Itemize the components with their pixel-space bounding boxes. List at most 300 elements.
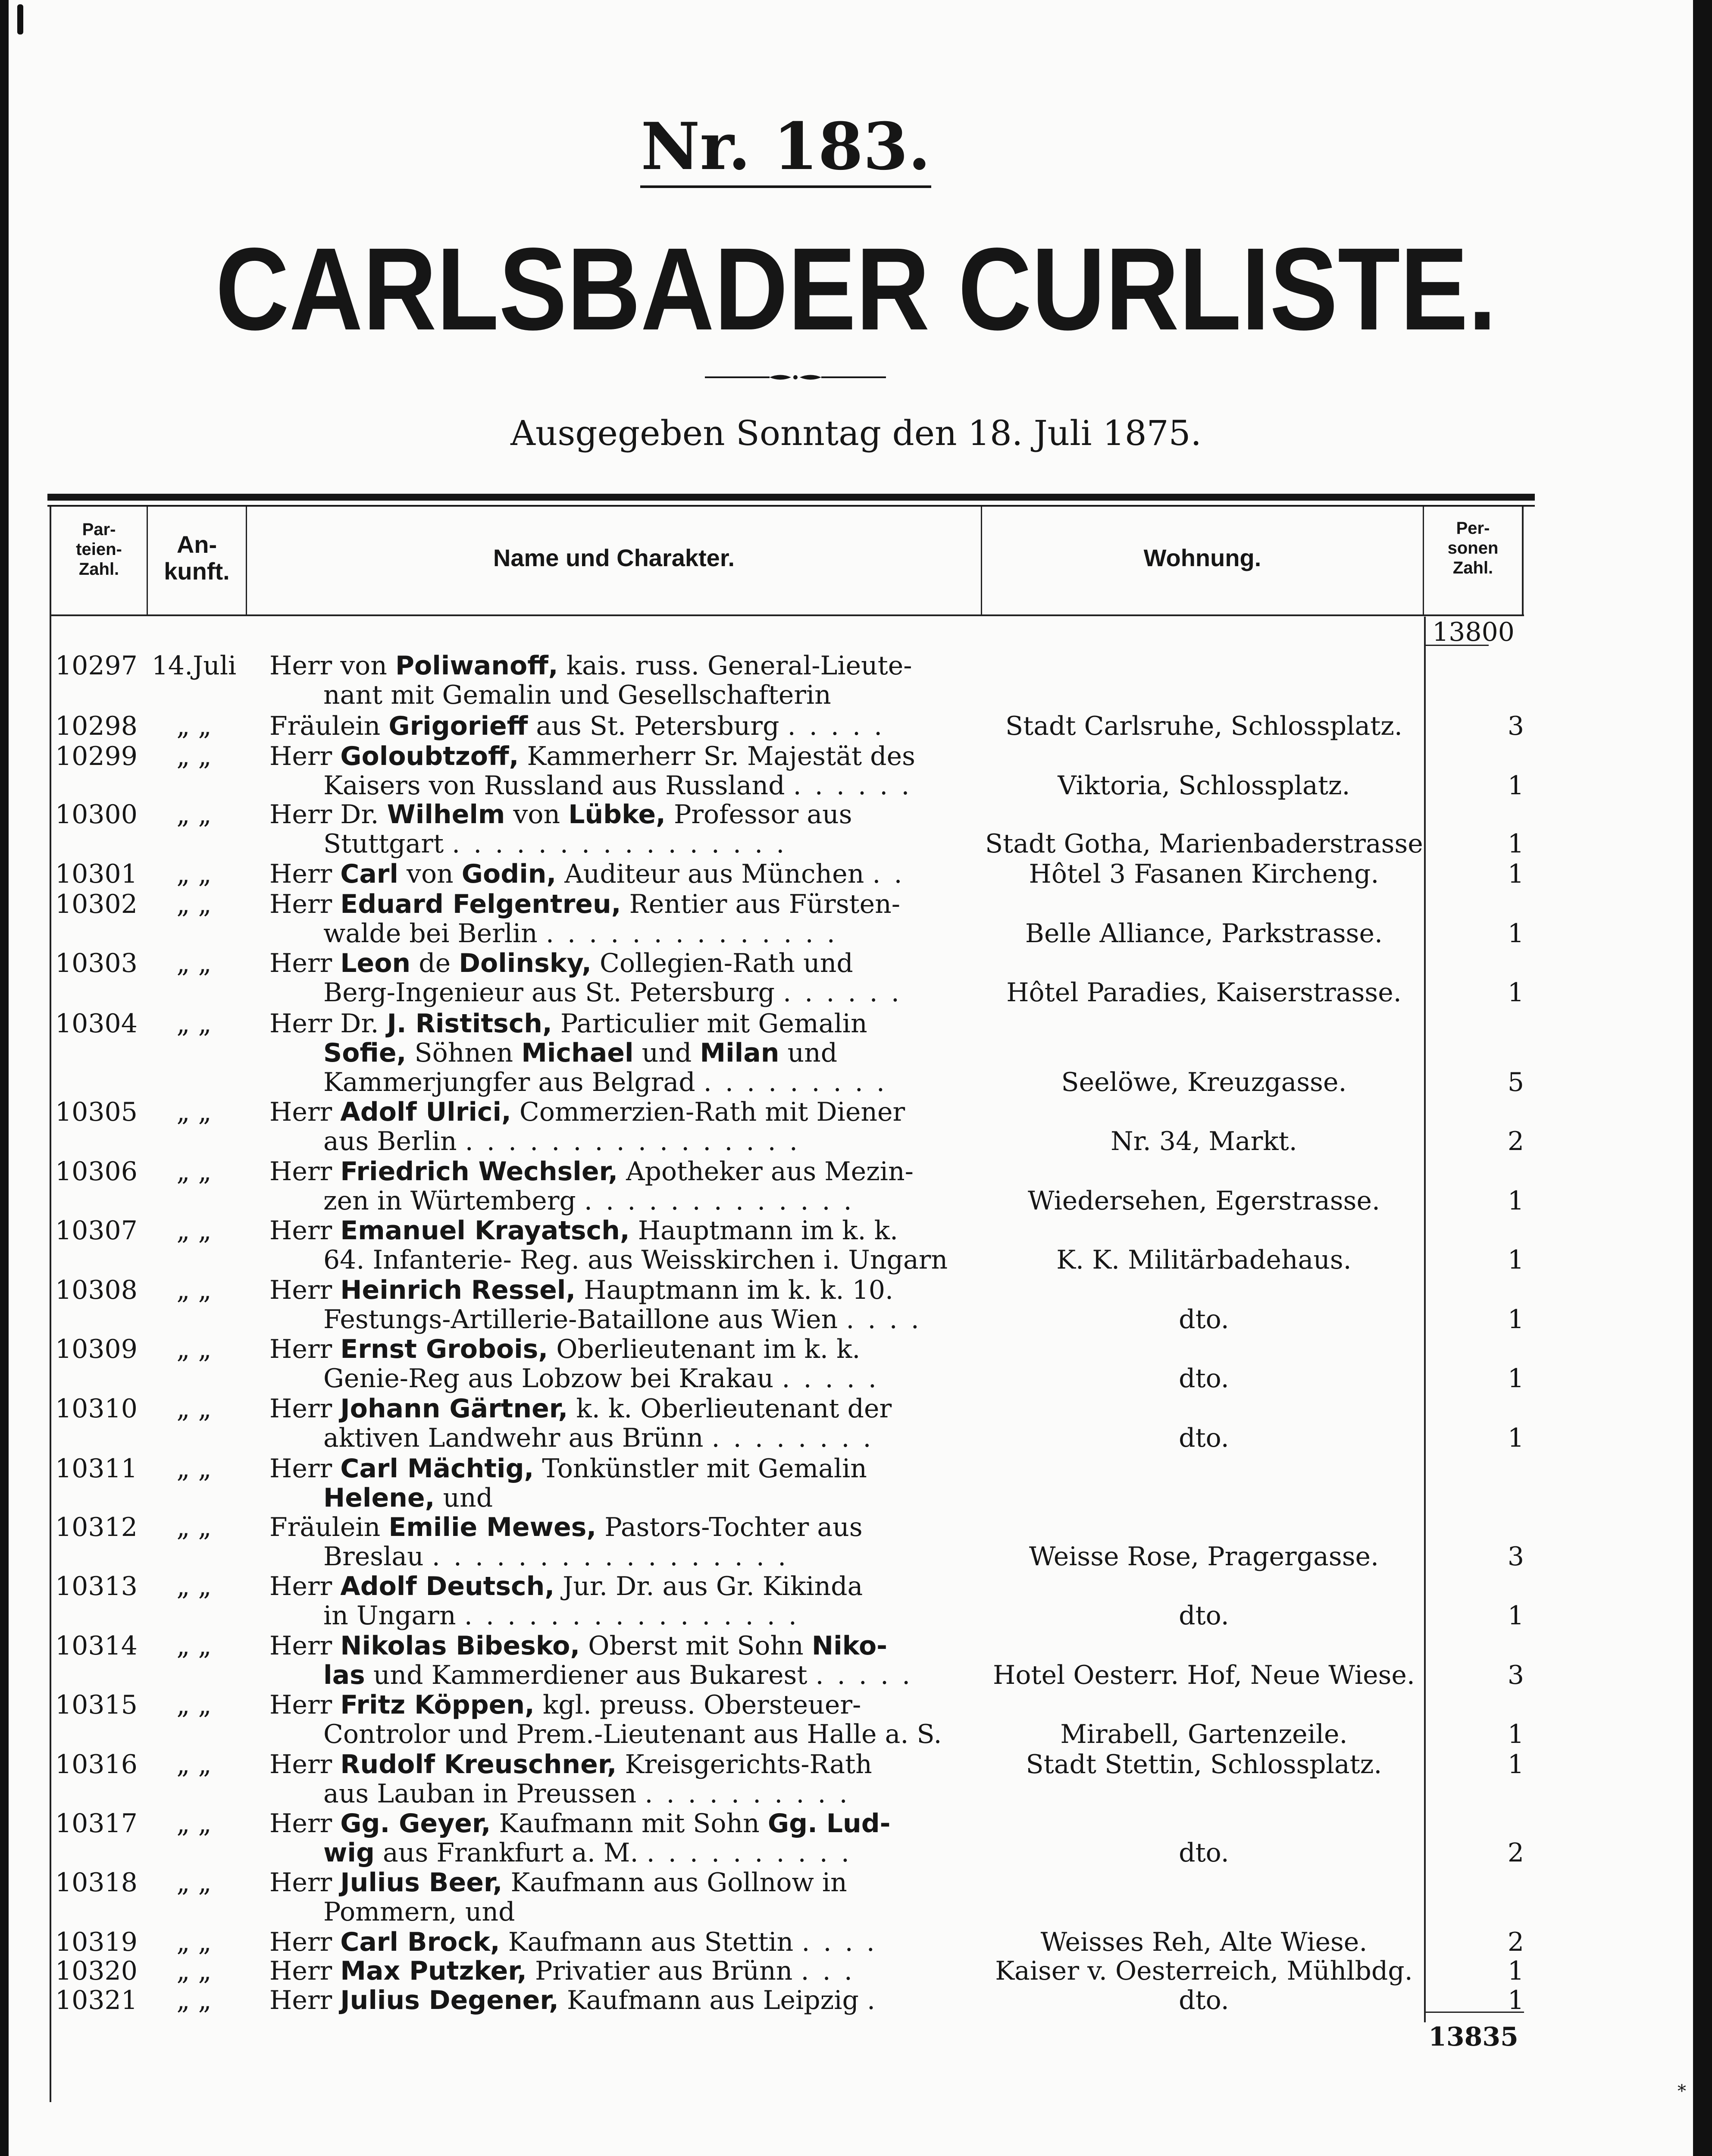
arrival-date: „ „ — [176, 1749, 212, 1780]
name-line — [269, 1335, 968, 1364]
residence: dto. — [1179, 1838, 1229, 1868]
party-number: 10311 — [55, 1454, 138, 1484]
name-line — [269, 1009, 968, 1038]
party-number: 10304 — [55, 1009, 138, 1039]
person-count: 1 — [1507, 1601, 1524, 1631]
guest-surname: Eduard Felgentreu, — [340, 890, 621, 919]
person-count: 1 — [1507, 978, 1524, 1008]
name-text: Fräulein — [269, 1513, 389, 1542]
name-text: aus Berlin — [323, 1127, 465, 1156]
guest-name-character — [269, 651, 968, 710]
residence: Weisse Rose, Pragergasse. — [1029, 1542, 1379, 1572]
guest-surname: Niko- — [811, 1631, 888, 1661]
name-text: Herr — [269, 859, 341, 889]
guest-surname: Leon — [340, 949, 411, 978]
name-text: Herr von — [269, 651, 396, 680]
arrival-date: „ „ — [176, 889, 212, 919]
person-count: 2 — [1507, 1126, 1524, 1156]
guest-surname: Milan — [700, 1038, 779, 1068]
name-line — [269, 829, 968, 859]
guest-surname: Max Putzker, — [340, 1956, 527, 1986]
guest-surname: Gg. Lud- — [767, 1809, 891, 1838]
guest-surname: las — [323, 1661, 365, 1690]
name-line — [269, 1186, 968, 1216]
name-text: Hauptmann im k. k. — [629, 1216, 898, 1245]
name-text: Privatier aus Brünn — [526, 1956, 801, 1986]
residence: Hôtel Paradies, Kaiserstrasse. — [1006, 978, 1402, 1008]
name-line — [269, 1750, 968, 1779]
arrival-date: „ „ — [176, 1985, 212, 2015]
person-count: 1 — [1507, 1719, 1524, 1749]
party-number: 10307 — [55, 1216, 138, 1246]
name-line — [269, 1690, 968, 1720]
name-text: Kaufmann aus Gollnow in — [502, 1868, 847, 1897]
name-text: Herr — [269, 1986, 341, 2015]
guest-name-character — [269, 800, 968, 859]
leader-dots: . . . — [801, 1956, 855, 1986]
guest-surname: Godin, — [461, 859, 557, 889]
leader-dots: . . — [872, 859, 905, 889]
name-text: Pommern, und — [323, 1897, 515, 1927]
arrival-date: „ „ — [176, 1690, 212, 1720]
name-text: Kaisers von Russland aus Russland — [323, 771, 793, 800]
residence: dto. — [1179, 1985, 1229, 2015]
leader-dots: . . . . . . . . . . . . . — [584, 1186, 854, 1216]
name-text: Herr Dr. — [269, 1009, 387, 1038]
header-name: Name und Charakter. — [493, 544, 735, 571]
guest-surname: Wilhelm — [387, 800, 505, 829]
name-text: Professor aus — [665, 800, 852, 829]
name-text: Pastors-Tochter aus — [596, 1513, 863, 1542]
header-bottom-rule — [50, 614, 1524, 616]
name-line — [269, 1601, 968, 1630]
name-line — [269, 1305, 968, 1334]
guest-name-character — [269, 1454, 968, 1513]
name-text: Herr — [269, 1750, 341, 1779]
name-text: Herr — [269, 1216, 341, 1245]
leader-dots: . . . . . . . . . . . . . . — [545, 919, 838, 948]
leader-dots: . . . . . . . . . — [703, 1068, 887, 1097]
name-line — [269, 680, 968, 710]
name-text: Herr Dr. — [269, 800, 387, 829]
leader-dots: . . . . . . . . — [711, 1423, 874, 1453]
arrival-date: „ „ — [176, 948, 212, 978]
table-top-rule-thin — [47, 505, 1535, 507]
name-text: Collegien-Rath und — [591, 949, 853, 978]
name-text: und — [633, 1038, 700, 1068]
name-line — [269, 978, 968, 1007]
header-residence: Wohnung. — [1143, 544, 1261, 571]
guest-surname: Goloubtzoff, — [340, 742, 519, 771]
leader-dots: . . . . . . . . . . . . . . . . — [464, 1601, 799, 1630]
arrival-date: „ „ — [176, 859, 212, 889]
name-text: Jur. Dr. aus Gr. Kikinda — [554, 1572, 863, 1601]
residence: Wiedersehen, Egerstrasse. — [1027, 1186, 1380, 1216]
residence: Nr. 34, Markt. — [1111, 1126, 1297, 1156]
guest-surname: Helene, — [323, 1483, 435, 1513]
name-text: und — [435, 1483, 493, 1513]
guest-name-character — [269, 1275, 968, 1334]
guest-surname: Michael — [521, 1038, 634, 1068]
person-count: 1 — [1507, 918, 1524, 949]
residence: dto. — [1179, 1363, 1229, 1394]
arrival-date: „ „ — [176, 1394, 212, 1424]
guest-surname: Dolinsky, — [459, 949, 592, 978]
name-line — [269, 1661, 968, 1690]
name-text: Herr — [269, 949, 341, 978]
guest-surname: Carl — [340, 859, 398, 889]
party-number: 10301 — [55, 859, 138, 889]
party-number: 10320 — [55, 1956, 138, 1986]
arrival-date: „ „ — [176, 711, 212, 741]
name-text: Stuttgart — [323, 829, 452, 859]
name-text: Kammerherr Sr. Majestät des — [519, 742, 915, 771]
party-number: 10302 — [55, 889, 138, 919]
leader-dots: . . . . . . . . . . . . . . . . — [452, 829, 787, 859]
name-text: Kreisgerichts-Rath — [617, 1750, 872, 1779]
name-text: Herr — [269, 1809, 341, 1838]
name-text: Herr — [269, 1868, 341, 1897]
arrival-date: „ „ — [176, 1927, 212, 1957]
issue-number: Nr. 183. — [640, 108, 931, 188]
person-count: 1 — [1507, 1423, 1524, 1453]
party-number: 10313 — [55, 1571, 138, 1601]
leader-dots: . . . . . — [782, 1364, 879, 1393]
arrival-date: „ „ — [176, 741, 212, 771]
name-line — [269, 1956, 968, 1986]
name-line — [269, 1483, 968, 1513]
table-top-rule — [47, 494, 1535, 501]
party-number: 10298 — [55, 711, 138, 741]
arrival-date: „ „ — [176, 799, 212, 830]
residence: Mirabell, Gartenzeile. — [1060, 1719, 1348, 1749]
grand-total: 13835 — [1428, 2022, 1518, 2052]
guest-surname: Poliwanoff, — [395, 651, 558, 680]
person-count: 1 — [1507, 1749, 1524, 1780]
leader-dots: . . . . . . . . . . — [646, 1838, 852, 1868]
leader-dots: . . . . . — [787, 711, 885, 741]
name-line — [269, 1572, 968, 1601]
residence: dto. — [1179, 1304, 1229, 1335]
name-line — [269, 1779, 968, 1808]
guest-surname: Julius Beer, — [340, 1868, 503, 1897]
residence: Belle Alliance, Parkstrasse. — [1025, 918, 1383, 949]
guest-surname: Adolf Deutsch, — [340, 1572, 555, 1601]
name-text: Herr — [269, 1572, 341, 1601]
name-text: Hauptmann im k. k. 10. — [576, 1275, 894, 1305]
guest-name-character — [269, 711, 968, 741]
person-count: 1 — [1507, 1304, 1524, 1335]
guest-surname: wig — [323, 1838, 375, 1868]
name-line — [269, 800, 968, 829]
party-number: 10316 — [55, 1749, 138, 1780]
name-text: Herr — [269, 890, 341, 919]
person-count: 1 — [1507, 1956, 1524, 1986]
name-line — [269, 1838, 968, 1868]
guest-name-character — [269, 890, 968, 948]
name-line — [269, 1097, 968, 1127]
residence: Stadt Carlsruhe, Schlossplatz. — [1005, 711, 1402, 741]
name-line — [269, 859, 968, 889]
name-text: kais. russ. General-Lieute- — [558, 651, 912, 680]
name-line — [269, 1394, 968, 1423]
leader-dots: . — [867, 1986, 878, 2015]
leader-dots: . . . . . . . . . . . . . . . . — [465, 1127, 800, 1156]
name-line — [269, 1631, 968, 1661]
guest-surname: Carl Brock, — [340, 1927, 500, 1957]
leader-dots: . . . . — [801, 1927, 877, 1957]
arrival-date: „ „ — [176, 1275, 212, 1305]
name-text: Herr — [269, 1956, 341, 1986]
leader-dots: . . . . . . — [793, 771, 912, 800]
arrival-date: „ „ — [176, 1631, 212, 1661]
name-text: Herr — [269, 1275, 341, 1305]
name-text: und Kammerdiener aus Bukarest — [365, 1661, 816, 1690]
name-text: Oberlieutenant im k. k. — [548, 1335, 861, 1364]
guest-name-character — [269, 1956, 968, 1986]
guest-surname: Julius Degener, — [340, 1986, 559, 2015]
arrival-date: „ „ — [176, 1868, 212, 1898]
name-text: kgl. preuss. Obersteuer- — [534, 1690, 861, 1720]
residence: K. K. Militärbadehaus. — [1056, 1245, 1352, 1275]
name-text: Kaufmann aus Stettin — [500, 1927, 802, 1957]
person-count: 1 — [1507, 859, 1524, 889]
name-line — [269, 711, 968, 741]
name-line — [269, 1986, 968, 2015]
guest-name-character — [269, 742, 968, 800]
name-text: Breslau — [323, 1542, 432, 1571]
leader-dots: . . . . . . . . . . — [645, 1779, 850, 1808]
name-text: Genie-Reg aus Lobzow bei Krakau — [323, 1364, 782, 1393]
guest-surname: Carl Mächtig, — [340, 1454, 534, 1483]
name-line — [269, 1809, 968, 1838]
arrival-date: „ „ — [176, 1512, 212, 1542]
party-number: 10317 — [55, 1808, 138, 1839]
header-persons: Per- sonen Zahl. — [1447, 519, 1499, 577]
name-text: Herr — [269, 1927, 341, 1957]
name-line — [269, 1038, 968, 1068]
guest-name-character — [269, 1809, 968, 1868]
guest-name-character — [269, 1927, 968, 1957]
guest-surname: Adolf Ulrici, — [340, 1097, 511, 1127]
name-text: walde bei Berlin — [323, 919, 546, 948]
name-line — [269, 1454, 968, 1483]
name-text: Herr — [269, 1157, 341, 1186]
name-text: Herr — [269, 1097, 341, 1127]
arrival-date: 14.Juli — [151, 651, 237, 681]
name-text: k. k. Oberlieutenant der — [568, 1394, 892, 1423]
name-line — [269, 1364, 968, 1393]
party-number: 10300 — [55, 799, 138, 830]
party-number: 10315 — [55, 1690, 138, 1720]
party-number: 10308 — [55, 1275, 138, 1305]
name-line — [269, 1720, 968, 1749]
name-line — [269, 949, 968, 978]
name-line — [269, 1423, 968, 1453]
guest-name-character — [269, 949, 968, 1007]
guest-name-character — [269, 859, 968, 889]
residence: Stadt Stettin, Schlossplatz. — [1026, 1749, 1382, 1780]
person-count: 1 — [1507, 1985, 1524, 2015]
residence: Seelöwe, Kreuzgasse. — [1061, 1067, 1347, 1097]
arrival-date: „ „ — [176, 1334, 212, 1364]
party-number: 10314 — [55, 1631, 138, 1661]
guest-name-character — [269, 1335, 968, 1393]
guest-surname: Nikolas Bibesko, — [340, 1631, 580, 1661]
name-line — [269, 1897, 968, 1927]
person-count: 1 — [1507, 1363, 1524, 1394]
name-text: Festungs-Artillerie-Bataillone aus Wien — [323, 1305, 846, 1334]
name-line — [269, 771, 968, 800]
party-number: 10310 — [55, 1394, 138, 1424]
leader-dots: . . . . . — [815, 1661, 913, 1690]
name-text: Apotheker aus Mezin- — [618, 1157, 914, 1186]
name-text: und — [779, 1038, 838, 1068]
name-text: Rentier aus Fürsten- — [621, 890, 901, 919]
name-text: Herr — [269, 1454, 341, 1483]
party-number: 10312 — [55, 1512, 138, 1542]
name-text: Kammerjungfer aus Belgrad — [323, 1068, 704, 1097]
party-number: 10299 — [55, 741, 138, 771]
name-line — [269, 1068, 968, 1097]
name-line — [269, 1157, 968, 1186]
name-line — [269, 1245, 968, 1275]
name-text: Herr — [269, 742, 341, 771]
guest-surname: Emanuel Krayatsch, — [340, 1216, 630, 1245]
name-text: Oberst mit Sohn — [580, 1631, 812, 1661]
arrival-date: „ „ — [176, 1808, 212, 1839]
residence: Kaiser v. Oesterreich, Mühlbdg. — [995, 1956, 1413, 1986]
party-number: 10306 — [55, 1156, 138, 1187]
guest-name-character — [269, 1868, 968, 1927]
name-text: in Ungarn — [323, 1601, 464, 1630]
arrival-date: „ „ — [176, 1571, 212, 1601]
party-number: 10303 — [55, 948, 138, 978]
guest-surname: J. Ristitsch, — [387, 1009, 552, 1038]
name-line — [269, 651, 968, 680]
party-number: 10297 — [55, 651, 138, 681]
name-text: Kaufmann aus Leipzig — [558, 1986, 867, 2015]
name-text: Particulier mit Gemalin — [552, 1009, 867, 1038]
arrival-date: „ „ — [176, 1454, 212, 1484]
scan-edge-right — [1693, 0, 1712, 2156]
name-line — [269, 1927, 968, 1957]
name-text: Berg-Ingenieur aus St. Petersburg — [323, 978, 783, 1007]
page-title: CARLSBADER CURLISTE. — [215, 223, 1497, 354]
issue-date-line: Ausgegeben Sonntag den 18. Juli 1875. — [510, 413, 1202, 453]
name-text: Herr — [269, 1394, 341, 1423]
residence: dto. — [1179, 1601, 1229, 1631]
guest-surname: Ernst Grobois, — [340, 1335, 548, 1364]
guest-name-character — [269, 1216, 968, 1275]
person-count: 1 — [1507, 771, 1524, 801]
arrival-date: „ „ — [176, 1009, 212, 1039]
person-count: 5 — [1507, 1067, 1524, 1097]
name-line — [269, 890, 968, 919]
residence: Viktoria, Schlossplatz. — [1058, 771, 1350, 801]
guest-name-character — [269, 1394, 968, 1453]
guest-surname: Johann Gärtner, — [340, 1394, 568, 1423]
party-number: 10319 — [55, 1927, 138, 1957]
name-line — [269, 1542, 968, 1571]
name-line — [269, 1868, 968, 1897]
name-text: Kaufmann mit Sohn — [491, 1809, 768, 1838]
guest-surname: Gg. Geyer, — [340, 1809, 491, 1838]
name-text: aus St. Petersburg — [528, 711, 788, 741]
scan-mark — [17, 4, 23, 34]
name-text: nant mit Gemalin und Gesellschafterin — [323, 680, 831, 710]
name-text: aus Frankfurt a. M. — [374, 1838, 647, 1868]
guest-name-character — [269, 1097, 968, 1156]
arrival-date: „ „ — [176, 1956, 212, 1986]
leader-dots: . . . . . . — [783, 978, 902, 1007]
header-party-count: Par- teien- Zahl. — [76, 520, 122, 579]
residence: Weisses Reh, Alte Wiese. — [1040, 1927, 1368, 1957]
residence: Stadt Gotha, Marienbaderstrasse — [985, 829, 1423, 859]
person-count: 3 — [1507, 1660, 1524, 1690]
guest-name-character — [269, 1750, 968, 1808]
guest-name-character — [269, 1631, 968, 1690]
person-count: 3 — [1507, 1542, 1524, 1572]
arrival-date: „ „ — [176, 1097, 212, 1127]
table-border-left — [50, 507, 51, 2102]
guest-surname: Friedrich Wechsler, — [340, 1157, 618, 1186]
leader-dots: . . . . . . . . . . . . . . . . . — [432, 1542, 789, 1571]
leader-dots: . . . . — [846, 1305, 922, 1334]
guest-name-character — [269, 1986, 968, 2015]
arrival-date: „ „ — [176, 1216, 212, 1246]
residence: dto. — [1179, 1423, 1229, 1453]
header-arrival: An- kunft. — [164, 531, 230, 585]
name-line — [269, 1513, 968, 1542]
name-text: 64. Infanterie- Reg. aus Weisskirchen i. Ungarn — [323, 1245, 948, 1275]
arrival-date: „ „ — [176, 1156, 212, 1187]
guest-name-character — [269, 1157, 968, 1216]
guest-name-character — [269, 1513, 968, 1571]
carry-forward-total: 13800 — [1432, 617, 1515, 647]
guest-surname: Grigorieff — [388, 711, 528, 741]
table-border-right — [1522, 507, 1524, 614]
name-text: Herr — [269, 1631, 341, 1661]
guest-name-character — [269, 1009, 968, 1097]
name-line — [269, 919, 968, 948]
name-text: Herr — [269, 1690, 341, 1720]
name-text: Tonkünstler mit Gemalin — [534, 1454, 867, 1483]
guest-name-character — [269, 1690, 968, 1749]
ornament-divider — [705, 371, 886, 384]
person-count: 2 — [1507, 1838, 1524, 1868]
name-text: Commerzien-Rath mit Diener — [511, 1097, 905, 1127]
name-text: de — [410, 949, 459, 978]
guest-surname: Lübke, — [568, 800, 666, 829]
scan-edge-left — [0, 0, 9, 2156]
name-text: von — [398, 859, 462, 889]
name-text: Auditeur aus München — [556, 859, 873, 889]
person-count: 1 — [1507, 1245, 1524, 1275]
name-line — [269, 1127, 968, 1156]
name-text: zen in Würtemberg — [323, 1186, 584, 1216]
name-text: Herr — [269, 1335, 341, 1364]
residence: Hotel Oesterr. Hof, Neue Wiese. — [993, 1660, 1415, 1690]
guest-surname: Heinrich Ressel, — [340, 1275, 576, 1305]
guest-surname: Fritz Köppen, — [340, 1690, 535, 1720]
margin-mark: * — [1678, 2081, 1686, 2101]
guest-surname: Rudolf Kreuschner, — [340, 1750, 617, 1779]
name-text: von — [505, 800, 569, 829]
person-count: 1 — [1507, 1186, 1524, 1216]
party-number: 10309 — [55, 1334, 138, 1364]
party-number: 10305 — [55, 1097, 138, 1127]
